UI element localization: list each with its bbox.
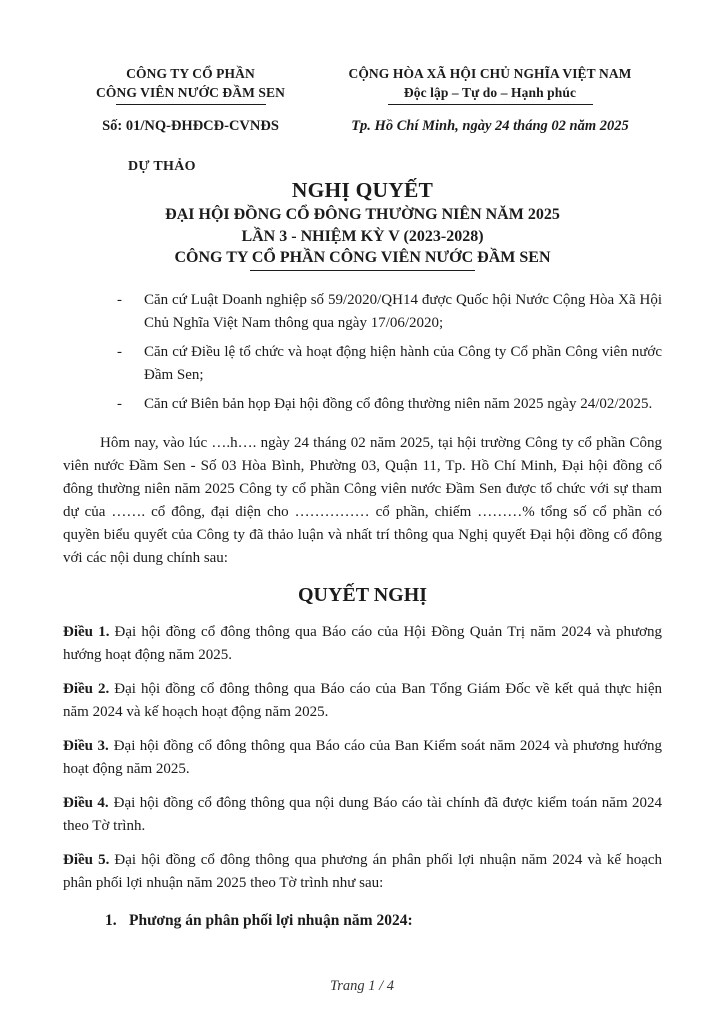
basis-list: [63, 289, 662, 416]
bullet-dash: -: [117, 395, 122, 412]
numbered-item-1-text: Phương án phân phối lợi nhuận năm 2024:: [129, 911, 413, 929]
article-4-label: Điều 4.: [63, 794, 109, 811]
title-block: [63, 177, 662, 271]
bullet-dash: -: [117, 291, 122, 308]
document-number: Số: 01/NQ-ĐHĐCĐ-CVNĐS: [102, 118, 279, 134]
title-underline: [250, 270, 475, 271]
company-name-line2: CÔNG VIÊN NƯỚC ĐẦM SEN: [96, 85, 285, 100]
article-1-label: Điều 1.: [63, 623, 110, 640]
basis-item-text: Căn cứ Điều lệ tổ chức và hoạt động hiện hành của Công ty Cổ phần Công viên nước Đầm Sen;: [144, 343, 662, 383]
basis-item-text: Căn cứ Luật Doanh nghiệp số 59/2020/QH14 được Quốc hội Nước Cộng Hòa Xã Hội Chủ Nghĩa Việt Nam thông qua ngày 17/06/2020;: [144, 291, 662, 331]
intro-paragraph: Hôm nay, vào lúc ….h…. ngày 24 tháng 02 năm 2025, tại hội trường Công ty cổ phần Công viên nước Đầm Sen - Số 03 Hòa Bình, Phường 03, Quận 11, Tp. Hồ Chí Minh, Đại hội đồng cổ đông thường niên năm 2025 Công ty cổ phần Công viên nước Đầm Sen được tổ chức với sự tham dự của ……. cổ đông, đại diện cho …………… cổ phần, chiếm ………% tổng số cổ phần có quyền biểu quyết của Công ty đã thảo luận và nhất trí thông qua Nghị quyết Đại hội đồng cổ đông với các nội dung chính sau:: [63, 434, 662, 566]
resolution-heading: QUYẾT NGHỊ: [297, 583, 428, 606]
numbered-item-1-number: 1.: [105, 911, 117, 929]
article-1-text: Đại hội đồng cổ đông thông qua Báo cáo của Hội Đồng Quản Trị năm 2024 và phương hướng hoạt động năm 2025.: [63, 623, 663, 663]
article-4: [63, 792, 662, 838]
numbered-item-1: [105, 909, 662, 932]
bullet-dash: -: [117, 343, 122, 360]
article-5-label: Điều 5.: [63, 851, 110, 868]
basis-item: [63, 289, 662, 335]
page-footer: Trang 1 / 4: [329, 978, 395, 994]
company-header-underline: [116, 104, 266, 105]
title-subtitle-3: CÔNG TY CỔ PHẦN CÔNG VIÊN NƯỚC ĐẦM SEN: [174, 249, 551, 266]
article-3-text: Đại hội đồng cổ đông thông qua Báo cáo của Ban Kiểm soát năm 2024 và phương hướng hoạt động năm 2025.: [63, 737, 663, 777]
national-motto-block: [318, 64, 662, 105]
basis-item: [63, 393, 662, 416]
article-2: [63, 678, 662, 724]
document-header: [63, 64, 662, 105]
national-motto-underline: [388, 104, 593, 105]
title-subtitle-1: ĐẠI HỘI ĐỒNG CỔ ĐÔNG THƯỜNG NIÊN NĂM 2025: [165, 206, 560, 223]
document-meta-row: [63, 118, 662, 135]
company-name-line1: CÔNG TY CỔ PHẦN: [126, 66, 255, 81]
article-5: [63, 849, 662, 895]
article-3: [63, 735, 662, 781]
article-2-label: Điều 2.: [63, 680, 110, 697]
national-motto-line: Độc lập – Tự do – Hạnh phúc: [403, 85, 577, 100]
basis-item: [63, 341, 662, 387]
basis-item-text: Căn cứ Biên bản họp Đại hội đồng cổ đông thường niên năm 2025 ngày 24/02/2025.: [144, 395, 653, 412]
national-name-line: CỘNG HÒA XÃ HỘI CHỦ NGHĨA VIỆT NAM: [348, 66, 632, 81]
place-and-date: Tp. Hồ Chí Minh, ngày 24 tháng 02 năm 2025: [351, 118, 629, 134]
article-1: [63, 621, 662, 667]
article-2-text: Đại hội đồng cổ đông thông qua Báo cáo của Ban Tổng Giám Đốc về kết quả thực hiện năm 2024 và kế hoạch hoạt động năm 2025.: [63, 680, 662, 720]
document-title: NGHỊ QUYẾT: [291, 178, 434, 202]
article-4-text: Đại hội đồng cổ đông thông qua nội dung Báo cáo tài chính đã được kiểm toán năm 2024 theo Tờ trình.: [63, 794, 663, 834]
company-header-block: [63, 64, 318, 105]
article-3-label: Điều 3.: [63, 737, 109, 754]
articles-section: [63, 621, 662, 895]
title-subtitle-2: LẦN 3 - NHIỆM KỲ V (2023-2028): [241, 227, 484, 245]
draft-label: DỰ THẢO: [128, 159, 196, 174]
article-5-text: Đại hội đồng cổ đông thông qua phương án phân phối lợi nhuận năm 2024 và kế hoạch phân phối lợi nhuận năm 2025 theo Tờ trình như sau:: [63, 851, 663, 891]
